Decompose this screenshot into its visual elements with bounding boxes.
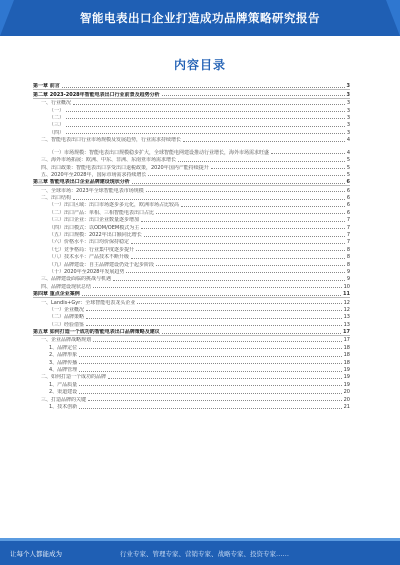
toc-entry-page: 4 xyxy=(346,149,350,156)
toc-entry-label: （一）企业概况 xyxy=(49,306,85,313)
toc-entry-item[interactable] xyxy=(33,121,350,128)
toc-entry-page: 6 xyxy=(346,179,350,186)
toc-entry-page: 21 xyxy=(343,404,350,410)
toc-entry-section[interactable] xyxy=(33,136,350,143)
toc-entry-label: （一）出口区域：出口市场逐步多元化，欧洲市场占比较高 xyxy=(49,202,180,209)
toc-entry-section[interactable] xyxy=(33,186,350,193)
dot-leader xyxy=(156,265,345,266)
toc-entry-page: 8 xyxy=(346,246,350,253)
toc-entry-item[interactable] xyxy=(33,245,350,252)
dot-leader xyxy=(271,153,345,154)
toc-entry-label: （三）出口企业：出口企业数量逐步增加 xyxy=(49,217,140,224)
dot-leader xyxy=(146,191,345,192)
dot-leader xyxy=(82,295,341,296)
dot-leader xyxy=(148,175,344,176)
toc-entry-page: 13 xyxy=(343,321,350,328)
dot-leader xyxy=(73,104,345,105)
dot-leader xyxy=(66,118,345,119)
toc-entry-chapter[interactable] xyxy=(33,82,350,90)
dot-leader xyxy=(162,333,341,334)
toc-entry-page: 12 xyxy=(343,299,350,306)
toc-entry-item[interactable] xyxy=(33,388,350,395)
dot-leader xyxy=(137,303,341,304)
dot-leader xyxy=(79,385,341,386)
toc-entry-label: （二） xyxy=(49,114,65,121)
toc-entry-item[interactable] xyxy=(33,306,350,313)
dot-leader xyxy=(131,243,345,244)
dot-leader xyxy=(73,199,345,200)
toc-entry-page: 9 xyxy=(346,276,350,283)
toc-entry-section[interactable] xyxy=(33,373,350,380)
dot-leader xyxy=(181,206,345,207)
dot-leader xyxy=(162,95,345,96)
toc-entry-item[interactable] xyxy=(33,260,350,267)
toc-entry-item[interactable] xyxy=(33,208,350,215)
toc-entry-page: 6 xyxy=(346,202,350,209)
toc-entry-label: 4、品牌管理 xyxy=(49,367,78,374)
report-header xyxy=(0,0,400,36)
toc-entry-label: （四） xyxy=(49,129,65,136)
toc-entry-page: 6 xyxy=(346,209,350,216)
toc-entry-page: 18 xyxy=(343,352,350,359)
toc-entry-page: 13 xyxy=(343,314,350,321)
toc-entry-label: 四、品牌建设现状总结 xyxy=(41,283,92,290)
dot-leader xyxy=(178,161,345,162)
toc-entry-item[interactable] xyxy=(33,238,350,245)
toc-entry-label: 2、品牌形象 xyxy=(49,352,78,359)
dot-leader xyxy=(62,87,345,88)
dot-leader xyxy=(86,310,342,311)
toc-entry-page: 18 xyxy=(343,359,350,366)
dot-leader xyxy=(79,371,341,372)
toc-entry-page: 12 xyxy=(343,306,350,313)
toc-entry-chapter[interactable] xyxy=(33,328,350,336)
toc-entry-label: 1、品牌定位 xyxy=(49,344,78,351)
dot-leader xyxy=(93,341,342,342)
toc-entry-page: 20 xyxy=(343,396,350,403)
toc-entry-page: 8 xyxy=(346,261,350,268)
toc-entry-page: 19 xyxy=(343,374,350,381)
table-of-contents xyxy=(33,82,350,410)
dot-leader xyxy=(79,408,341,409)
dot-leader xyxy=(93,287,342,288)
toc-entry-item[interactable] xyxy=(33,366,350,373)
toc-entry-page: 7 xyxy=(346,224,350,231)
toc-entry-label: （八）技术水平：产品技术不断升级 xyxy=(49,254,130,261)
footer-slogan: 让每个人都能成为 xyxy=(10,550,62,558)
toc-entry-label: （六）价格水平：出口均价保持稳定 xyxy=(49,239,130,246)
toc-entry-label: 五、2020年至2028年，国际市场需求持续增长 xyxy=(41,171,147,178)
toc-entry-section[interactable] xyxy=(33,298,350,305)
toc-entry-label: 二、智能电表出口行业市场规模及发展趋势，行业需求持续增长 xyxy=(41,137,182,144)
toc-entry-label: （四）出口模式：以ODM/OEM模式为主 xyxy=(49,224,140,231)
toc-entry-label: 3、品牌传播 xyxy=(49,359,78,366)
toc-entry-item[interactable] xyxy=(33,343,350,350)
toc-entry-label: （二）品牌策略 xyxy=(49,314,85,321)
toc-entry-chapter[interactable] xyxy=(33,290,350,298)
toc-entry-page: 17 xyxy=(343,329,350,336)
toc-entry-label: 一、Landis+Gyr：全球智能电表龙头企业 xyxy=(41,299,136,306)
toc-heading: 内容目录 xyxy=(173,58,226,72)
dot-leader xyxy=(79,363,341,364)
dot-leader xyxy=(66,111,345,112)
toc-entry-page: 7 xyxy=(346,232,350,239)
toc-entry-label: 第二章 2023-2028年智能电表出口行业前景及趋势分析 xyxy=(33,91,160,98)
toc-entry-page: 6 xyxy=(346,187,350,194)
dot-leader xyxy=(156,213,345,214)
toc-entry-item[interactable] xyxy=(33,231,350,238)
toc-entry-label: 1、技术创新 xyxy=(49,404,78,410)
toc-entry-item[interactable] xyxy=(33,268,350,275)
toc-entry-item[interactable] xyxy=(33,320,350,327)
toc-entry-page: 3 xyxy=(346,107,350,114)
report-title: 智能电表出口企业打造成功品牌策略研究报告 xyxy=(80,11,320,25)
toc-entry-item[interactable] xyxy=(33,403,350,410)
toc-entry-item[interactable] xyxy=(33,351,350,358)
toc-entry-item[interactable] xyxy=(33,380,350,387)
dot-leader xyxy=(66,126,345,127)
toc-entry-page: 7 xyxy=(346,239,350,246)
dot-leader xyxy=(131,258,345,259)
toc-entry-section[interactable] xyxy=(33,156,350,163)
toc-entry-label: 2、渠道建设 xyxy=(49,389,78,396)
toc-entry-item[interactable] xyxy=(33,128,350,135)
dot-leader xyxy=(113,280,345,281)
toc-entry-page: 10 xyxy=(343,283,350,290)
toc-entry-label: （一） xyxy=(49,107,65,114)
toc-entry-label: （三） xyxy=(49,122,65,129)
footer-tagline: 行业专家、管理专家、营销专家、战略专家、投资专家…… xyxy=(120,550,289,558)
toc-entry-label: 一、企业品牌战略规划 xyxy=(41,337,92,344)
toc-entry-page: 3 xyxy=(346,114,350,121)
toc-entry-label: 一、全球市场：2023年全球智能电表市场规模 xyxy=(41,187,144,194)
toc-entry-section[interactable] xyxy=(33,163,350,170)
toc-entry-page: 3 xyxy=(346,122,350,129)
dot-leader xyxy=(132,183,345,184)
toc-entry-page: 19 xyxy=(343,381,350,388)
toc-entry-label: （十）2020年至2028年发展趋势 xyxy=(49,268,125,275)
dot-leader xyxy=(141,228,345,229)
toc-entry-page: 5 xyxy=(346,157,350,164)
dot-leader xyxy=(141,221,345,222)
toc-entry-section[interactable] xyxy=(33,282,350,289)
toc-entry-label: 三、品牌建设面临的挑战与机遇 xyxy=(41,276,112,283)
toc-entry-label: 1、产品质量 xyxy=(49,381,78,388)
dot-leader xyxy=(86,318,342,319)
toc-entry-page: 7 xyxy=(346,217,350,224)
dot-leader xyxy=(211,168,345,169)
toc-entry-item[interactable] xyxy=(33,106,350,113)
toc-entry-page: 3 xyxy=(346,100,350,107)
toc-entry-label: （七）竞争格局：行业集中度逐步提升 xyxy=(49,246,135,253)
toc-entry-page: 17 xyxy=(343,337,350,344)
toc-entry-chapter[interactable] xyxy=(33,90,350,98)
dot-leader xyxy=(136,250,345,251)
toc-entry-page: 8 xyxy=(346,254,350,261)
toc-entry-page: 3 xyxy=(346,129,350,136)
toc-entry-label: 二、如何打造一个成功的品牌 xyxy=(41,374,107,381)
toc-entry-label: 四、出口政策：智能电表出口享受出口退税政策，2020年国内产能持续提升 xyxy=(41,164,209,171)
toc-entry-page: 4 xyxy=(346,137,350,144)
toc-entry-item[interactable] xyxy=(33,253,350,260)
toc-entry-page: 5 xyxy=(346,171,350,178)
toc-entry-label: 第五章 如何打造一个成功的智能电表出口品牌策略及建议 xyxy=(33,329,160,336)
dot-leader xyxy=(66,133,345,134)
toc-entry-label: （九）品牌建设：自主品牌建设仍处于起步阶段 xyxy=(49,261,155,268)
toc-entry-item[interactable] xyxy=(33,313,350,320)
dot-leader xyxy=(126,272,344,273)
toc-entry-page: 9 xyxy=(346,268,350,275)
toc-entry-section[interactable] xyxy=(33,171,350,178)
toc-entry-page: 11 xyxy=(343,291,350,298)
toc-entry-label: 第四章 重点企业案例 xyxy=(33,291,80,298)
toc-entry-page: 18 xyxy=(343,344,350,351)
toc-entry-chapter[interactable] xyxy=(33,178,350,186)
dot-leader xyxy=(144,236,345,237)
toc-entry-item[interactable] xyxy=(33,223,350,230)
toc-entry-page: 5 xyxy=(346,164,350,171)
toc-entry-item[interactable] xyxy=(33,216,350,223)
toc-entry-page: 19 xyxy=(343,367,350,374)
dot-leader xyxy=(79,356,341,357)
toc-entry-label: 第一章 前言 xyxy=(33,83,60,90)
toc-entry-section[interactable] xyxy=(33,275,350,282)
dot-leader xyxy=(183,141,345,142)
footer-strip xyxy=(0,538,400,541)
toc-entry-label: （五）出口规模：2022年出口额同比增长 xyxy=(49,232,142,239)
toc-entry-label: 三、打造品牌的关键 xyxy=(41,396,87,403)
toc-entry-label: 第三章 智能电表出口企业品牌建设现状分析 xyxy=(33,179,130,186)
toc-entry-label: 三、海外市场拓展：欧洲、中东、非洲、东南亚市场需求增长 xyxy=(41,157,177,164)
report-footer xyxy=(0,538,400,565)
toc-entry-item[interactable] xyxy=(33,358,350,365)
toc-entry-item[interactable] xyxy=(33,143,350,156)
dot-leader xyxy=(88,400,342,401)
toc-entry-page: 20 xyxy=(343,389,350,396)
dot-leader xyxy=(79,393,341,394)
toc-entry-page: 6 xyxy=(346,195,350,202)
dot-leader xyxy=(108,378,342,379)
toc-entry-page: 3 xyxy=(346,83,350,90)
toc-entry-section[interactable] xyxy=(33,336,350,343)
toc-entry-section[interactable] xyxy=(33,395,350,402)
toc-entry-label: 一、行业概况 xyxy=(41,100,72,107)
toc-entry-section[interactable] xyxy=(33,99,350,106)
toc-entry-item[interactable] xyxy=(33,201,350,208)
dot-leader xyxy=(79,348,341,349)
toc-entry-section[interactable] xyxy=(33,194,350,201)
dot-leader xyxy=(86,325,342,326)
toc-entry-label: 二、出口结构 xyxy=(41,195,72,202)
toc-entry-label: （一）市场规模：智能电表出口规模稳步扩大，全球智能电网建设推动行业增长，海外市场需求旺盛 xyxy=(49,149,270,156)
toc-entry-label: （二）出口产品：单相、三相智能电表出口占比 xyxy=(49,209,155,216)
toc-entry-label: （三）经验借鉴 xyxy=(49,321,85,328)
toc-entry-item[interactable] xyxy=(33,114,350,121)
toc-entry-page: 3 xyxy=(346,91,350,98)
